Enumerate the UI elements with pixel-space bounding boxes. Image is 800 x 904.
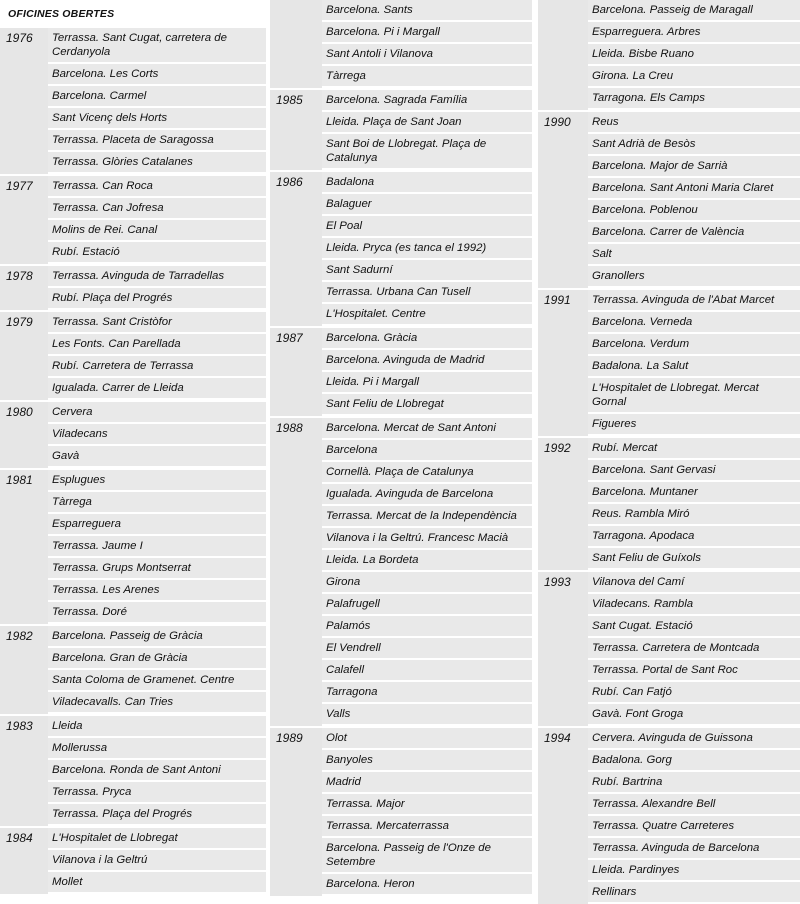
column-2-groups bbox=[270, 0, 532, 896]
column-3 bbox=[538, 0, 800, 898]
office-entry: Terrassa. Grups Montserrat bbox=[48, 558, 266, 580]
year-label: 1983 bbox=[6, 719, 33, 733]
office-entry: Barcelona. Muntaner bbox=[588, 482, 800, 504]
year-label: 1990 bbox=[544, 115, 571, 129]
office-entry: Sant Cugat. Estació bbox=[588, 616, 800, 638]
office-entry: Viladecans bbox=[48, 424, 266, 446]
office-entry: Terrassa. Urbana Can Tusell bbox=[322, 282, 532, 304]
office-entry: Esparreguera bbox=[48, 514, 266, 536]
office-entry: Rellinars bbox=[588, 882, 800, 904]
office-entry: Mollerussa bbox=[48, 738, 266, 760]
office-list bbox=[322, 418, 532, 726]
office-entry: Cervera. Avinguda de Guissona bbox=[588, 728, 800, 750]
office-entry: Olot bbox=[322, 728, 532, 750]
office-entry: Terrassa. Plaça del Progrés bbox=[48, 804, 266, 826]
column-3-groups bbox=[538, 0, 800, 904]
column-1 bbox=[0, 0, 266, 888]
office-entry: Barcelona. Passeig de l'Onze de Setembre bbox=[322, 838, 532, 874]
office-entry: Lleida. Pryca (es tanca el 1992) bbox=[322, 238, 532, 260]
office-entry: Terrassa. Les Arenes bbox=[48, 580, 266, 602]
office-entry: Lleida. Bisbe Ruano bbox=[588, 44, 800, 66]
office-entry: Barcelona. Verdum bbox=[588, 334, 800, 356]
year-group bbox=[0, 402, 266, 468]
office-entry: Barcelona. Sagrada Família bbox=[322, 90, 532, 112]
office-entry: Barcelona. Passeig de Gràcia bbox=[48, 626, 266, 648]
office-entry: Barcelona. Major de Sarrià bbox=[588, 156, 800, 178]
office-entry: Les Fonts. Can Parellada bbox=[48, 334, 266, 356]
office-entry: Madrid bbox=[322, 772, 532, 794]
office-entry: Terrassa. Sant Cugat, carretera de Cerdanyola bbox=[48, 28, 266, 64]
office-entry: Salt bbox=[588, 244, 800, 266]
office-entry: El Poal bbox=[322, 216, 532, 238]
office-entry: Barcelona. Sant Gervasi bbox=[588, 460, 800, 482]
office-entry: Barcelona. Ronda de Sant Antoni bbox=[48, 760, 266, 782]
year-label: 1979 bbox=[6, 315, 33, 329]
office-entry: Tàrrega bbox=[322, 66, 532, 88]
office-list bbox=[322, 328, 532, 416]
office-entry: L'Hospitalet de Llobregat. Mercat Gornal bbox=[588, 378, 800, 414]
office-entry: Sant Feliu de Llobregat bbox=[322, 394, 532, 416]
office-list bbox=[588, 572, 800, 726]
year-group bbox=[538, 438, 800, 570]
office-list bbox=[588, 438, 800, 570]
office-entry: Terrassa. Avinguda de Tarradellas bbox=[48, 266, 266, 288]
office-entry: Barcelona. Gran de Gràcia bbox=[48, 648, 266, 670]
office-entry: Gavà bbox=[48, 446, 266, 468]
office-list bbox=[322, 0, 532, 88]
year-group bbox=[0, 176, 266, 264]
office-entry: Igualada. Avinguda de Barcelona bbox=[322, 484, 532, 506]
year-group bbox=[270, 172, 532, 326]
office-entry: Calafell bbox=[322, 660, 532, 682]
office-entry: Gavà. Font Groga bbox=[588, 704, 800, 726]
office-entry: Cornellà. Plaça de Catalunya bbox=[322, 462, 532, 484]
year-group bbox=[270, 418, 532, 726]
office-entry: Barcelona. Avinguda de Madrid bbox=[322, 350, 532, 372]
office-entry: Barcelona. Poblenou bbox=[588, 200, 800, 222]
office-entry: Barcelona. Carmel bbox=[48, 86, 266, 108]
office-entry: Vilanova del Camí bbox=[588, 572, 800, 594]
office-entry: Badalona bbox=[322, 172, 532, 194]
office-entry: Terrassa. Major bbox=[322, 794, 532, 816]
year-label: 1988 bbox=[276, 421, 303, 435]
year-group bbox=[270, 328, 532, 416]
office-list bbox=[48, 716, 266, 826]
office-entry: Terrassa. Doré bbox=[48, 602, 266, 624]
office-entry: Tarragona. Els Camps bbox=[588, 88, 800, 110]
office-entry: Reus bbox=[588, 112, 800, 134]
year-label: 1984 bbox=[6, 831, 33, 845]
office-entry: Igualada. Carrer de Lleida bbox=[48, 378, 266, 400]
office-entry: Valls bbox=[322, 704, 532, 726]
office-entry: Rubí. Estació bbox=[48, 242, 266, 264]
office-entry: Lleida. Plaça de Sant Joan bbox=[322, 112, 532, 134]
office-entry: Terrassa. Quatre Carreteres bbox=[588, 816, 800, 838]
office-entry: Terrassa. Mercat de la Independència bbox=[322, 506, 532, 528]
year-label: 1986 bbox=[276, 175, 303, 189]
office-entry: Lleida. La Bordeta bbox=[322, 550, 532, 572]
office-entry: Terrassa. Pryca bbox=[48, 782, 266, 804]
office-list bbox=[588, 0, 800, 110]
office-entry: Terrassa. Placeta de Saragossa bbox=[48, 130, 266, 152]
office-list bbox=[48, 626, 266, 714]
year-label: 1992 bbox=[544, 441, 571, 455]
office-entry: Vilanova i la Geltrú bbox=[48, 850, 266, 872]
column-1-groups bbox=[0, 28, 266, 894]
office-entry: Girona. La Creu bbox=[588, 66, 800, 88]
year-label: 1991 bbox=[544, 293, 571, 307]
office-entry: L'Hospitalet de Llobregat bbox=[48, 828, 266, 850]
office-entry: Granollers bbox=[588, 266, 800, 288]
office-list bbox=[48, 402, 266, 468]
office-entry: Molins de Rei. Canal bbox=[48, 220, 266, 242]
year-group bbox=[0, 716, 266, 826]
office-list bbox=[322, 728, 532, 896]
office-entry: Terrassa. Can Roca bbox=[48, 176, 266, 198]
year-group bbox=[538, 572, 800, 726]
year-group bbox=[0, 626, 266, 714]
office-list bbox=[588, 290, 800, 436]
office-entry: Tàrrega bbox=[48, 492, 266, 514]
office-entry: Palafrugell bbox=[322, 594, 532, 616]
year-group bbox=[0, 470, 266, 624]
office-entry: Terrassa. Mercaterrassa bbox=[322, 816, 532, 838]
year-group bbox=[270, 0, 532, 88]
year-label: 1976 bbox=[6, 31, 33, 45]
office-entry: Terrassa. Sant Cristòfor bbox=[48, 312, 266, 334]
office-entry: Barcelona. Carrer de València bbox=[588, 222, 800, 244]
year-label: 1987 bbox=[276, 331, 303, 345]
office-entry: Reus. Rambla Miró bbox=[588, 504, 800, 526]
year-label: 1977 bbox=[6, 179, 33, 193]
year-label: 1980 bbox=[6, 405, 33, 419]
office-entry: Terrassa. Jaume I bbox=[48, 536, 266, 558]
office-entry: Barcelona. Mercat de Sant Antoni bbox=[322, 418, 532, 440]
year-group bbox=[538, 728, 800, 904]
office-entry: Tarragona. Apodaca bbox=[588, 526, 800, 548]
table-heading: OFICINES OBERTES bbox=[8, 8, 115, 20]
year-group bbox=[270, 90, 532, 170]
office-entry: Sant Antoli i Vilanova bbox=[322, 44, 532, 66]
office-entry: Santa Coloma de Gramenet. Centre bbox=[48, 670, 266, 692]
year-label: 1985 bbox=[276, 93, 303, 107]
office-entry: Barcelona. Les Corts bbox=[48, 64, 266, 86]
column-2 bbox=[270, 0, 532, 890]
office-entry: Rubí. Plaça del Progrés bbox=[48, 288, 266, 310]
office-entry: Cervera bbox=[48, 402, 266, 424]
office-entry: Sant Feliu de Guíxols bbox=[588, 548, 800, 570]
office-entry: Tarragona bbox=[322, 682, 532, 704]
office-entry: Viladecans. Rambla bbox=[588, 594, 800, 616]
office-list bbox=[48, 28, 266, 174]
office-list bbox=[588, 112, 800, 288]
office-entry: Sant Boi de Llobregat. Plaça de Catalunya bbox=[322, 134, 532, 170]
office-entry: Terrassa. Alexandre Bell bbox=[588, 794, 800, 816]
office-entry: Terrassa. Avinguda de l'Abat Marcet bbox=[588, 290, 800, 312]
office-entry: Esparreguera. Arbres bbox=[588, 22, 800, 44]
office-entry: Terrassa. Glòries Catalanes bbox=[48, 152, 266, 174]
year-group bbox=[0, 312, 266, 400]
office-entry: Figueres bbox=[588, 414, 800, 436]
office-list bbox=[48, 176, 266, 264]
office-entry: Barcelona. Pi i Margall bbox=[322, 22, 532, 44]
office-entry: Barcelona. Passeig de Maragall bbox=[588, 0, 800, 22]
office-entry: Banyoles bbox=[322, 750, 532, 772]
office-entry: Rubí. Can Fatjó bbox=[588, 682, 800, 704]
office-entry: El Vendrell bbox=[322, 638, 532, 660]
year-group bbox=[538, 290, 800, 436]
year-label: 1993 bbox=[544, 575, 571, 589]
office-entry: Palamós bbox=[322, 616, 532, 638]
office-entry: Barcelona. Sants bbox=[322, 0, 532, 22]
year-label: 1994 bbox=[544, 731, 571, 745]
office-list bbox=[48, 828, 266, 894]
office-entry: Sant Vicenç dels Horts bbox=[48, 108, 266, 130]
office-entry: Terrassa. Carretera de Montcada bbox=[588, 638, 800, 660]
office-entry: Sant Sadurní bbox=[322, 260, 532, 282]
year-group bbox=[270, 728, 532, 896]
year-group bbox=[538, 0, 800, 110]
office-entry: Barcelona bbox=[322, 440, 532, 462]
office-entry: Terrassa. Portal de Sant Roc bbox=[588, 660, 800, 682]
office-entry: Viladecavalls. Can Tries bbox=[48, 692, 266, 714]
office-entry: Terrassa. Avinguda de Barcelona bbox=[588, 838, 800, 860]
office-entry: Sant Adrià de Besòs bbox=[588, 134, 800, 156]
office-entry: L'Hospitalet. Centre bbox=[322, 304, 532, 326]
office-entry: Badalona. La Salut bbox=[588, 356, 800, 378]
office-entry: Barcelona. Gràcia bbox=[322, 328, 532, 350]
office-entry: Barcelona. Sant Antoni Maria Claret bbox=[588, 178, 800, 200]
office-entry: Barcelona. Verneda bbox=[588, 312, 800, 334]
office-entry: Balaguer bbox=[322, 194, 532, 216]
office-entry: Terrassa. Can Jofresa bbox=[48, 198, 266, 220]
office-list bbox=[48, 312, 266, 400]
office-list bbox=[322, 90, 532, 170]
office-list bbox=[48, 266, 266, 310]
office-entry: Mollet bbox=[48, 872, 266, 894]
office-entry: Badalona. Gorg bbox=[588, 750, 800, 772]
year-label: 1981 bbox=[6, 473, 33, 487]
office-list bbox=[322, 172, 532, 326]
office-entry: Rubí. Mercat bbox=[588, 438, 800, 460]
office-list bbox=[588, 728, 800, 904]
year-label: 1989 bbox=[276, 731, 303, 745]
office-entry: Girona bbox=[322, 572, 532, 594]
office-entry: Esplugues bbox=[48, 470, 266, 492]
year-group bbox=[0, 266, 266, 310]
year-group bbox=[0, 28, 266, 174]
year-group bbox=[538, 112, 800, 288]
office-list bbox=[48, 470, 266, 624]
year-label bbox=[270, 0, 322, 88]
office-entry: Rubí. Carretera de Terrassa bbox=[48, 356, 266, 378]
year-group bbox=[0, 828, 266, 894]
office-entry: Barcelona. Heron bbox=[322, 874, 532, 896]
office-entry: Lleida bbox=[48, 716, 266, 738]
office-entry: Lleida. Pardinyes bbox=[588, 860, 800, 882]
office-entry: Lleida. Pi i Margall bbox=[322, 372, 532, 394]
year-label: 1982 bbox=[6, 629, 33, 643]
office-entry: Vilanova i la Geltrú. Francesc Macià bbox=[322, 528, 532, 550]
year-label: 1978 bbox=[6, 269, 33, 283]
office-entry: Rubí. Bartrina bbox=[588, 772, 800, 794]
year-label bbox=[538, 0, 588, 110]
